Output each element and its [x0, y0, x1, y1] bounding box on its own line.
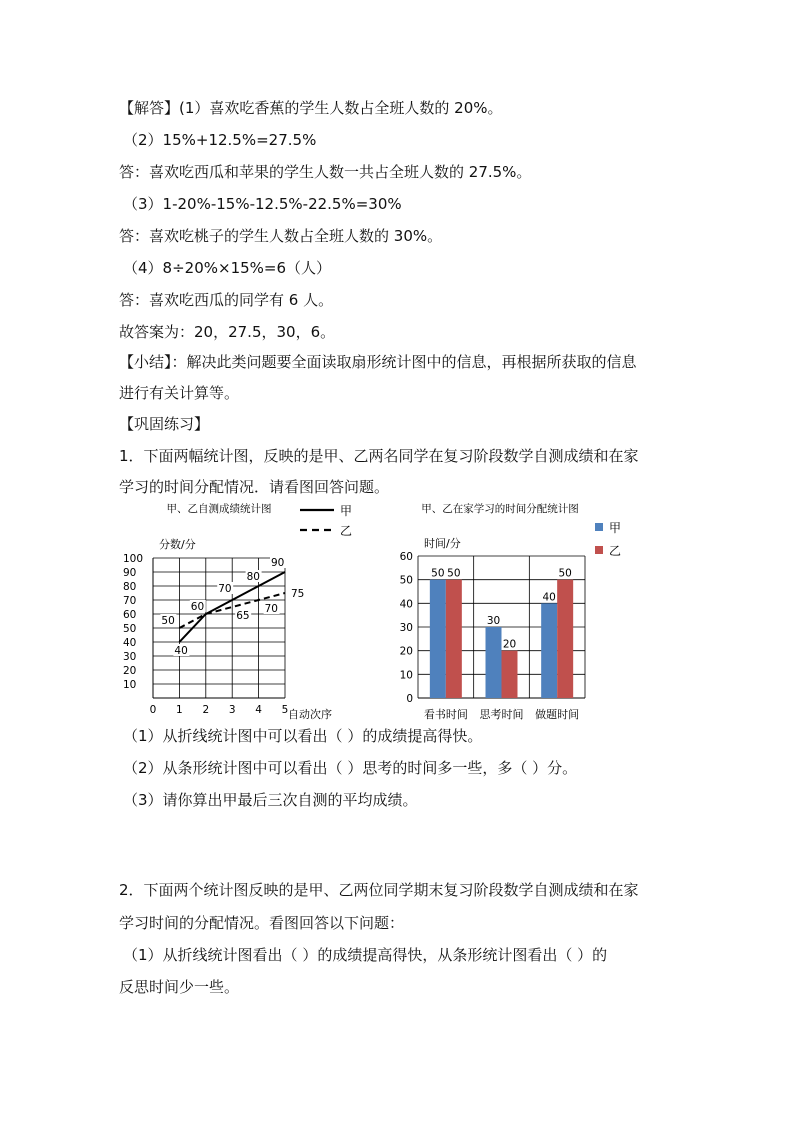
y-tick-label: 90: [123, 567, 137, 579]
legend-label: 甲: [609, 521, 622, 535]
bar-chart: [390, 498, 640, 728]
y-tick-label: 100: [123, 553, 144, 565]
text-line: 答：喜欢吃桃子的学生人数占全班人数的 30%。: [119, 227, 443, 245]
legend-label: 乙: [609, 544, 622, 558]
question-line: （1）从折线统计图中可以看出（ ）的成绩提高得快。: [123, 727, 483, 745]
text-line: 反思时间少一些。: [119, 978, 240, 996]
text-line: 【巩固练习】: [119, 415, 210, 433]
y-tick-label: 60: [399, 551, 413, 563]
y-tick-label: 30: [399, 622, 413, 634]
data-label: 75: [291, 588, 305, 600]
data-label: 70: [218, 583, 232, 595]
y-tick-label: 60: [123, 609, 137, 621]
text-line: 【小结】：解决此类问题要全面读取扇形统计图中的信息，再根据所获取的信息: [119, 353, 637, 371]
text-line: 答：喜欢吃西瓜的同学有 6 人。: [119, 291, 334, 309]
data-label: 50: [161, 615, 175, 627]
question-line: （2）从条形统计图中可以看出（ ）思考的时间多一些，多（ ）分。: [123, 759, 578, 777]
bar: [430, 580, 446, 698]
y-tick-label: 20: [123, 665, 137, 677]
x-axis-label: 自动次序: [288, 708, 332, 721]
bar: [502, 651, 518, 698]
text-line: （3）1-20%-15%-12.5%-22.5%=30%: [123, 195, 402, 213]
text-line: 学习的时间分配情况．请看图回答问题。: [119, 478, 390, 496]
data-label: 60: [190, 601, 205, 613]
chart-title: 甲、乙自测成绩统计图: [166, 503, 272, 515]
x-tick-label: 做题时间: [535, 708, 580, 721]
text-line: 答：喜欢吃西瓜和苹果的学生人数一共占全班人数的 27.5%。: [119, 163, 532, 181]
data-label: 80: [246, 571, 260, 583]
data-label: 50: [431, 567, 445, 580]
y-tick-label: 20: [399, 645, 413, 658]
text-line: （4）8÷20%×15%=6（人）: [123, 259, 332, 277]
question-line: （3）请你算出甲最后三次自测的平均成绩。: [123, 791, 418, 809]
text-line: 2．下面两个统计图反映的是甲、乙两位同学期末复习阶段数学自测成绩和在家: [119, 881, 639, 899]
question-line: （1）从折线统计图看出（ ）的成绩提高得快，从条形统计图看出（ ）的: [123, 946, 608, 964]
y-tick-label: 0: [406, 693, 413, 705]
bar: [486, 627, 502, 698]
x-tick-label: 1: [176, 704, 183, 716]
x-tick-label: 5: [281, 704, 289, 716]
text-line: （2）15%+12.5%=27.5%: [123, 131, 317, 149]
y-tick-label: 30: [123, 651, 137, 663]
bar: [446, 580, 462, 698]
y-tick-label: 80: [123, 581, 137, 593]
text-line: 故答案为：20，27.5，30，6。: [119, 323, 336, 341]
line-chart: [115, 498, 355, 728]
y-tick-label: 10: [123, 679, 137, 691]
text-line: 进行有关计算等。: [119, 384, 240, 402]
data-label: 20: [502, 638, 517, 651]
y-tick-label: 70: [123, 595, 137, 607]
data-label: 70: [264, 603, 278, 615]
text-line: 学习时间的分配情况。看图回答以下问题：: [119, 914, 405, 932]
x-tick-label: 4: [255, 704, 262, 716]
legend-swatch-2: [595, 546, 603, 554]
data-label: 50: [447, 567, 461, 580]
legend-label: 甲: [340, 504, 353, 518]
y-axis-label: 时间/分: [424, 537, 461, 550]
text-line: 1．下面两幅统计图，反映的是甲、乙两名同学在复习阶段数学自测成绩和在家: [119, 447, 639, 465]
data-label: 65: [236, 610, 250, 622]
text-line: 【解答】(1）喜欢吃香蕉的学生人数占全班人数的 20%。: [119, 99, 503, 117]
legend-label: 乙: [340, 524, 353, 538]
data-label: 30: [486, 615, 501, 627]
data-label: 40: [542, 591, 556, 604]
y-tick-label: 50: [123, 623, 137, 635]
chart-title: 甲、乙在家学习的时间分配统计图: [421, 503, 579, 515]
x-tick-label: 0: [149, 704, 157, 716]
y-tick-label: 10: [399, 669, 413, 682]
data-label: 50: [558, 567, 572, 580]
x-tick-label: 思考时间: [479, 708, 524, 721]
bar: [541, 603, 557, 698]
y-axis-label: 分数/分: [159, 538, 196, 551]
y-tick-label: 50: [399, 574, 413, 587]
x-tick-label: 看书时间: [423, 708, 468, 721]
x-tick-label: 3: [228, 704, 236, 716]
y-tick-label: 40: [123, 637, 137, 649]
legend-swatch-1: [595, 523, 603, 531]
data-label: 90: [271, 557, 285, 569]
bar: [557, 580, 573, 698]
x-tick-label: 2: [202, 704, 210, 716]
y-tick-label: 40: [399, 598, 413, 611]
data-label: 40: [174, 645, 188, 657]
